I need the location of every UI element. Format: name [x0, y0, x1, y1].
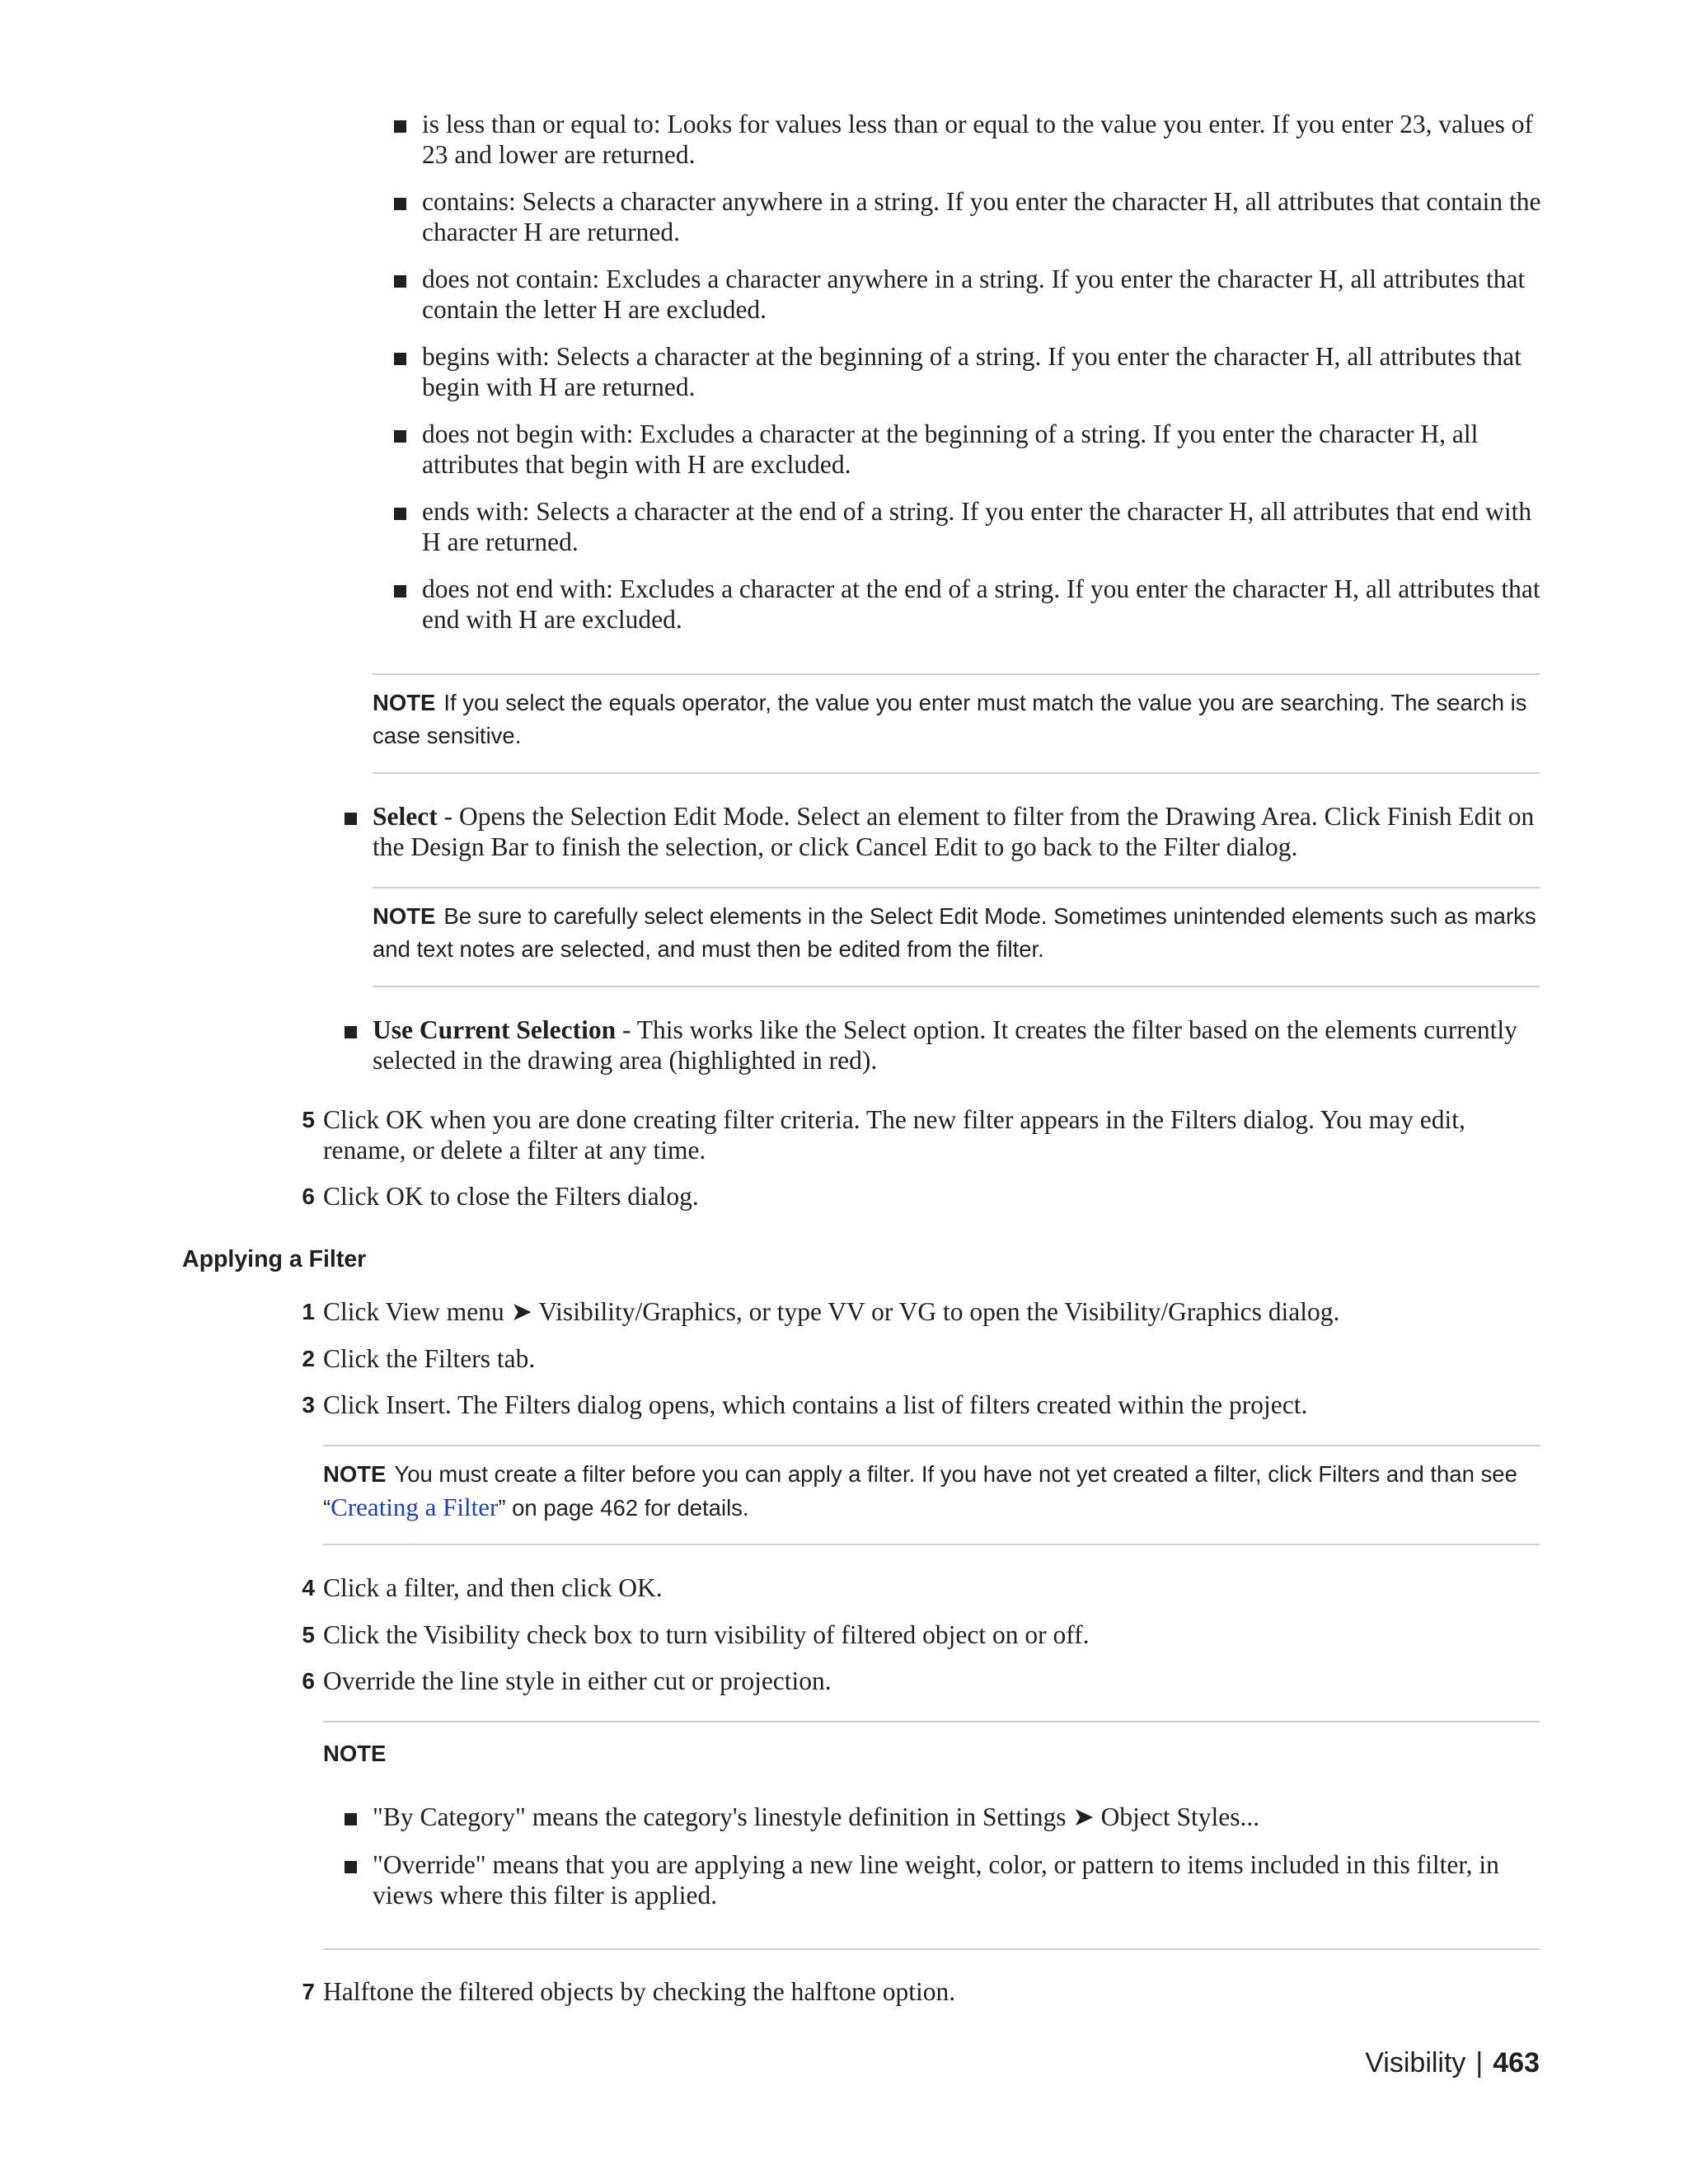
bullet-icon — [394, 430, 406, 443]
bullet-icon — [345, 1861, 357, 1873]
footer-section: Visibility — [1365, 2047, 1466, 2079]
operator-item: begins with: Selects a character at the beginning of a string. If you enter the character H, all attributes that begin with H are returned. — [422, 341, 1543, 402]
note-label: NOTE — [373, 690, 436, 715]
bullet-icon — [394, 198, 406, 210]
bullet-icon — [345, 813, 357, 825]
note-box — [323, 1721, 1540, 1950]
step-item: 7 Halftone the filtered objects by checking the halftone option. — [323, 1976, 1540, 2007]
bullet-icon — [394, 585, 406, 598]
footer-separator: | — [1475, 2047, 1484, 2079]
step-number: 6 — [302, 1668, 315, 1694]
operator-item: ends with: Selects a character at the end of a string. If you enter the character H, all attributes that end with H are returned. — [422, 496, 1543, 557]
select-option-item: Select - Opens the Selection Edit Mode. Select an element to filter from the Drawing Area. Click Finish Edit on the Design Bar to finish the selection, or click Cancel Edit to go back to the Filter dialog. — [373, 801, 1540, 862]
page-footer — [1365, 2047, 1540, 2079]
step-number: 5 — [302, 1622, 315, 1647]
note-box — [373, 887, 1540, 987]
step-number: 4 — [302, 1575, 315, 1601]
step-item: 6 Click OK to close the Filters dialog. — [323, 1181, 1540, 1212]
step-number: 6 — [302, 1183, 315, 1209]
note-label: NOTE — [323, 1461, 387, 1487]
bullet-icon — [394, 353, 406, 365]
bullet-icon — [394, 275, 406, 288]
step-number: 5 — [302, 1107, 315, 1132]
note-text: NOTE If you select the equals operator, the value you enter must match the value you are searching. The search is case sensitive. — [373, 690, 1527, 748]
step-item: 5 Click OK when you are done creating filter criteria. The new filter appears in the Filters dialog. You may edit, rename, or delete a filter at any time. — [323, 1104, 1540, 1165]
step-item: 5 Click the Visibility check box to turn visibility of filtered object on or off. — [323, 1619, 1540, 1650]
note-label: NOTE — [373, 903, 436, 929]
operator-item: does not end with: Excludes a character at the end of a string. If you enter the character H, all attributes that end with H are excluded. — [422, 574, 1543, 635]
operator-item: contains: Selects a character anywhere in a string. If you enter the character H, all attributes that contain the character H are returned. — [422, 186, 1543, 247]
note-text: NOTE You must create a filter before you can apply a filter. If you have not yet created a filter, click Filters and than see “Creating a Filter” on page 462 for details. — [323, 1461, 1517, 1521]
step-item: 6 Override the line style in either cut or projection. — [323, 1666, 1540, 1696]
operator-item: is less than or equal to: Looks for values less than or equal to the value you enter. If you enter 23, values of 23 and lower are returned. — [422, 109, 1543, 170]
page-number: 463 — [1493, 2047, 1540, 2079]
creating-a-filter-link[interactable]: Creating a Filter — [331, 1493, 499, 1521]
note-label: NOTE — [323, 1741, 387, 1766]
current-selection-option-item: Use Current Selection - This works like the Select option. It creates the filter based on the elements currently selected in the drawing area (highlighted in red). — [373, 1015, 1540, 1076]
step-item: 2 Click the Filters tab. — [323, 1343, 1540, 1374]
step-item: 3 Click Insert. The Filters dialog opens, which contains a list of filters created within the project. — [323, 1390, 1540, 1420]
bullet-icon — [394, 120, 406, 133]
note-text: NOTE Be sure to carefully select elements in the Select Edit Mode. Sometimes unintended elements such as marks and text notes are selected, and must then be edited from the filter. — [373, 903, 1536, 962]
operator-item: does not begin with: Excludes a character at the beginning of a string. If you enter the character H, all attributes that begin with H are excluded. — [422, 419, 1543, 480]
step-number: 1 — [302, 1299, 315, 1324]
step-number: 7 — [302, 1979, 315, 2004]
note-list-item: "Override" means that you are applying a new line weight, color, or pattern to items included in this filter, in views where this filter is applied. — [373, 1849, 1526, 1910]
bullet-icon — [345, 1026, 357, 1038]
step-number: 3 — [302, 1392, 315, 1418]
option-term: Use Current Selection — [373, 1015, 617, 1044]
section-heading: Applying a Filter — [182, 1246, 367, 1272]
step-number: 2 — [302, 1346, 315, 1371]
bullet-icon — [345, 1813, 357, 1825]
note-box — [373, 673, 1540, 774]
bullet-icon — [394, 508, 406, 520]
step-item: 1 Click View menu ➤ Visibility/Graphics, or type VV or VG to open the Visibility/Graphics dialog. — [323, 1296, 1540, 1327]
note-box — [323, 1445, 1540, 1545]
option-term: Select — [373, 802, 438, 831]
operator-item: does not contain: Excludes a character anywhere in a string. If you enter the character H, all attributes that contain the letter H are excluded. — [422, 264, 1543, 325]
note-list-item: "By Category" means the category's linestyle definition in Settings ➤ Object Styles... — [373, 1802, 1526, 1832]
step-item: 4 Click a filter, and then click OK. — [323, 1572, 1540, 1603]
